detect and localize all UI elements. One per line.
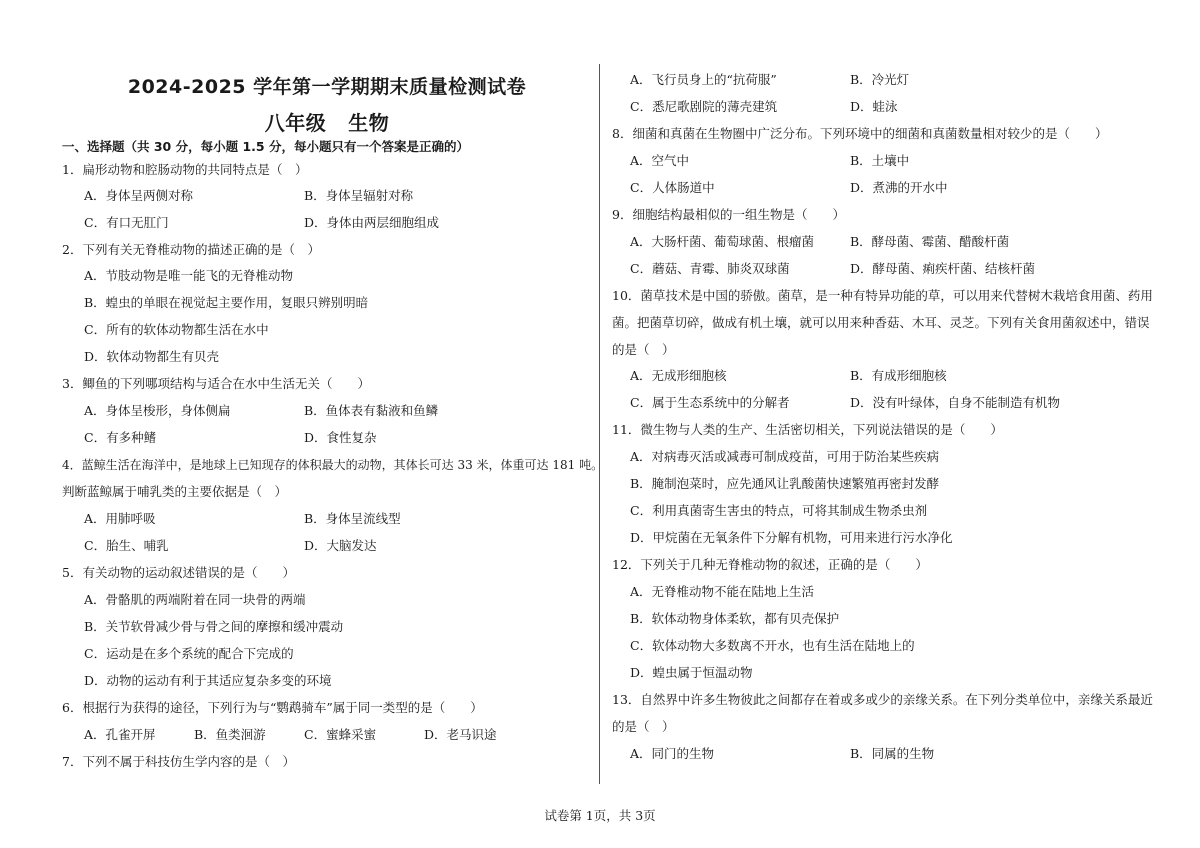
question-10-stem-line-3: 的是（ ） <box>612 342 675 357</box>
question-11-option-d: D．甲烷菌在无氧条件下分解有机物，可用来进行污水净化 <box>630 530 953 545</box>
question-8-option-c: C．人体肠道中 <box>630 180 715 195</box>
column-divider <box>599 64 600 784</box>
question-13-stem-line-1: 13．自然界中许多生物彼此之间都存在着或多或少的亲缘关系。在下列分类单位中，亲缘关系最近 <box>612 692 1153 707</box>
question-4-option-a: A．用肺呼吸 <box>84 511 156 526</box>
question-12-stem: 12．下列关于几种无脊椎动物的叙述，正确的是（ ） <box>612 557 928 572</box>
section-heading: 一、选择题（共 30 分，每小题 1.5 分，每小题只有一个答案是正确的） <box>62 139 469 154</box>
question-5-option-d: D．动物的运动有利于其适应复杂多变的环境 <box>84 673 332 688</box>
question-6-option-a: A．孔雀开屏 <box>84 727 156 742</box>
grade-label: 八年级 <box>264 111 327 135</box>
page-footer: 试卷第 1页，共 3页 <box>544 808 656 823</box>
question-3-option-b: B．鱼体表有黏液和鱼鳞 <box>304 403 439 418</box>
question-13-option-b: B．同属的生物 <box>850 746 935 761</box>
question-7-option-c: C．悉尼歌剧院的薄壳建筑 <box>630 99 778 114</box>
question-2-option-b: B．蝗虫的单眼在视觉起主要作用，复眼只辨别明暗 <box>84 295 369 310</box>
question-12-option-c: C．软体动物大多数离不开水，也有生活在陆地上的 <box>630 638 915 653</box>
question-5-option-b: B．关节软骨减少骨与骨之间的摩擦和缓冲震动 <box>84 619 344 634</box>
question-1-stem: 1．扁形动物和腔肠动物的共同特点是（ ） <box>62 162 308 177</box>
question-9-stem: 9．细胞结构最相似的一组生物是（ ） <box>612 207 845 222</box>
question-11-stem: 11．微生物与人类的生产、生活密切相关，下列说法错误的是（ ） <box>612 422 1003 437</box>
question-6-option-d: D．老马识途 <box>424 727 497 742</box>
question-1-option-a: A．身体呈两侧对称 <box>84 188 194 203</box>
question-9-option-c: C．蘑菇、青霉、肺炎双球菌 <box>630 261 790 276</box>
question-10-option-d: D．没有叶绿体，自身不能制造有机物 <box>850 395 1061 410</box>
question-8-option-b: B．土壤中 <box>850 153 910 168</box>
question-5-option-a: A．骨骼肌的两端附着在同一块骨的两端 <box>84 592 306 607</box>
question-2-option-c: C．所有的软体动物都生活在水中 <box>84 322 269 337</box>
question-4-stem-line-1: 4．蓝鲸生活在海洋中，是地球上已知现存的体积最大的动物，其体长可达 33 米，体重可达 181 吨。 <box>62 458 604 472</box>
question-9-option-a: A．大肠杆菌、葡萄球菌、根瘤菌 <box>630 234 815 249</box>
question-9-option-d: D．酵母菌、痢疾杆菌、结核杆菌 <box>850 261 1036 276</box>
question-10-option-c: C．属于生态系统中的分解者 <box>630 395 790 410</box>
question-11-option-a: A．对病毒灭活或减毒可制成疫苗，可用于防治某些疾病 <box>630 449 940 464</box>
question-7-option-d: D．蛙泳 <box>850 99 898 114</box>
question-10-option-b: B．有成形细胞核 <box>850 368 947 383</box>
question-4-stem-line-2: 判断蓝鲸属于哺乳类的主要依据是（ ） <box>62 484 288 499</box>
question-3-stem: 3．鲫鱼的下列哪项结构与适合在水中生活无关（ ） <box>62 376 370 391</box>
question-12-option-a: A．无脊椎动物不能在陆地上生活 <box>630 584 815 599</box>
question-1-option-d: D．身体由两层细胞组成 <box>304 215 440 230</box>
question-3-option-d: D．食性复杂 <box>304 430 377 445</box>
question-13-stem-line-2: 的是（ ） <box>612 719 675 734</box>
question-1-option-c: C．有口无肛门 <box>84 215 169 230</box>
subject-label: 生物 <box>348 111 390 135</box>
question-4-option-d: D．大脑发达 <box>304 538 377 553</box>
exam-subtitle <box>62 107 592 136</box>
exam-title: 2024-2025 学年第一学期期末质量检测试卷 <box>127 76 527 98</box>
question-11-option-c: C．利用真菌寄生害虫的特点，可将其制成生物杀虫剂 <box>630 503 928 518</box>
question-5-stem: 5．有关动物的运动叙述错误的是（ ） <box>62 565 295 580</box>
question-10-stem-line-2: 菌。把菌草切碎，做成有机土壤，就可以用来种香菇、木耳、灵芝。下列有关食用菌叙述中，错误 <box>612 315 1150 330</box>
question-12-option-d: D．蝗虫属于恒温动物 <box>630 665 753 680</box>
question-11-option-b: B．腌制泡菜时，应先通风让乳酸菌快速繁殖再密封发酵 <box>630 476 940 491</box>
question-7-option-a: A．飞行员身上的“抗荷服” <box>630 72 777 87</box>
question-6-option-b: B．鱼类洄游 <box>194 727 266 742</box>
question-10-stem-line-1: 10．菌草技术是中国的骄傲。菌草，是一种有特异功能的草，可以用来代替树木栽培食用菌、药用 <box>612 288 1153 303</box>
question-7-stem: 7．下列不属于科技仿生学内容的是（ ） <box>62 754 295 769</box>
question-4-option-c: C．胎生、哺乳 <box>84 538 169 553</box>
question-5-option-c: C．运动是在多个系统的配合下完成的 <box>84 646 294 661</box>
question-3-option-a: A．身体呈梭形，身体侧扁 <box>84 403 231 418</box>
question-8-option-a: A．空气中 <box>630 153 690 168</box>
question-2-option-d: D．软体动物都生有贝壳 <box>84 349 220 364</box>
question-6-option-c: C．蜜蜂采蜜 <box>304 727 377 742</box>
question-1-option-b: B．身体呈辐射对称 <box>304 188 414 203</box>
question-6-stem: 6．根据行为获得的途径，下列行为与“鹦鹉骑车”属于同一类型的是（ ） <box>62 700 483 715</box>
question-9-option-b: B．酵母菌、霉菌、醋酸杆菌 <box>850 234 1010 249</box>
question-10-option-a: A．无成形细胞核 <box>630 368 727 383</box>
question-8-stem: 8．细菌和真菌在生物圈中广泛分布。下列环境中的细菌和真菌数量相对较少的是（ ） <box>612 126 1108 141</box>
question-8-option-d: D．煮沸的开水中 <box>850 180 948 195</box>
question-4-option-b: B．身体呈流线型 <box>304 511 401 526</box>
question-2-option-a: A．节肢动物是唯一能飞的无脊椎动物 <box>84 268 294 283</box>
question-13-option-a: A．同门的生物 <box>630 746 715 761</box>
question-12-option-b: B．软体动物身体柔软，都有贝壳保护 <box>630 611 840 626</box>
question-7-option-b: B．冷光灯 <box>850 72 910 87</box>
question-2-stem: 2．下列有关无脊椎动物的描述正确的是（ ） <box>62 242 320 257</box>
question-3-option-c: C．有多种鳍 <box>84 430 157 445</box>
